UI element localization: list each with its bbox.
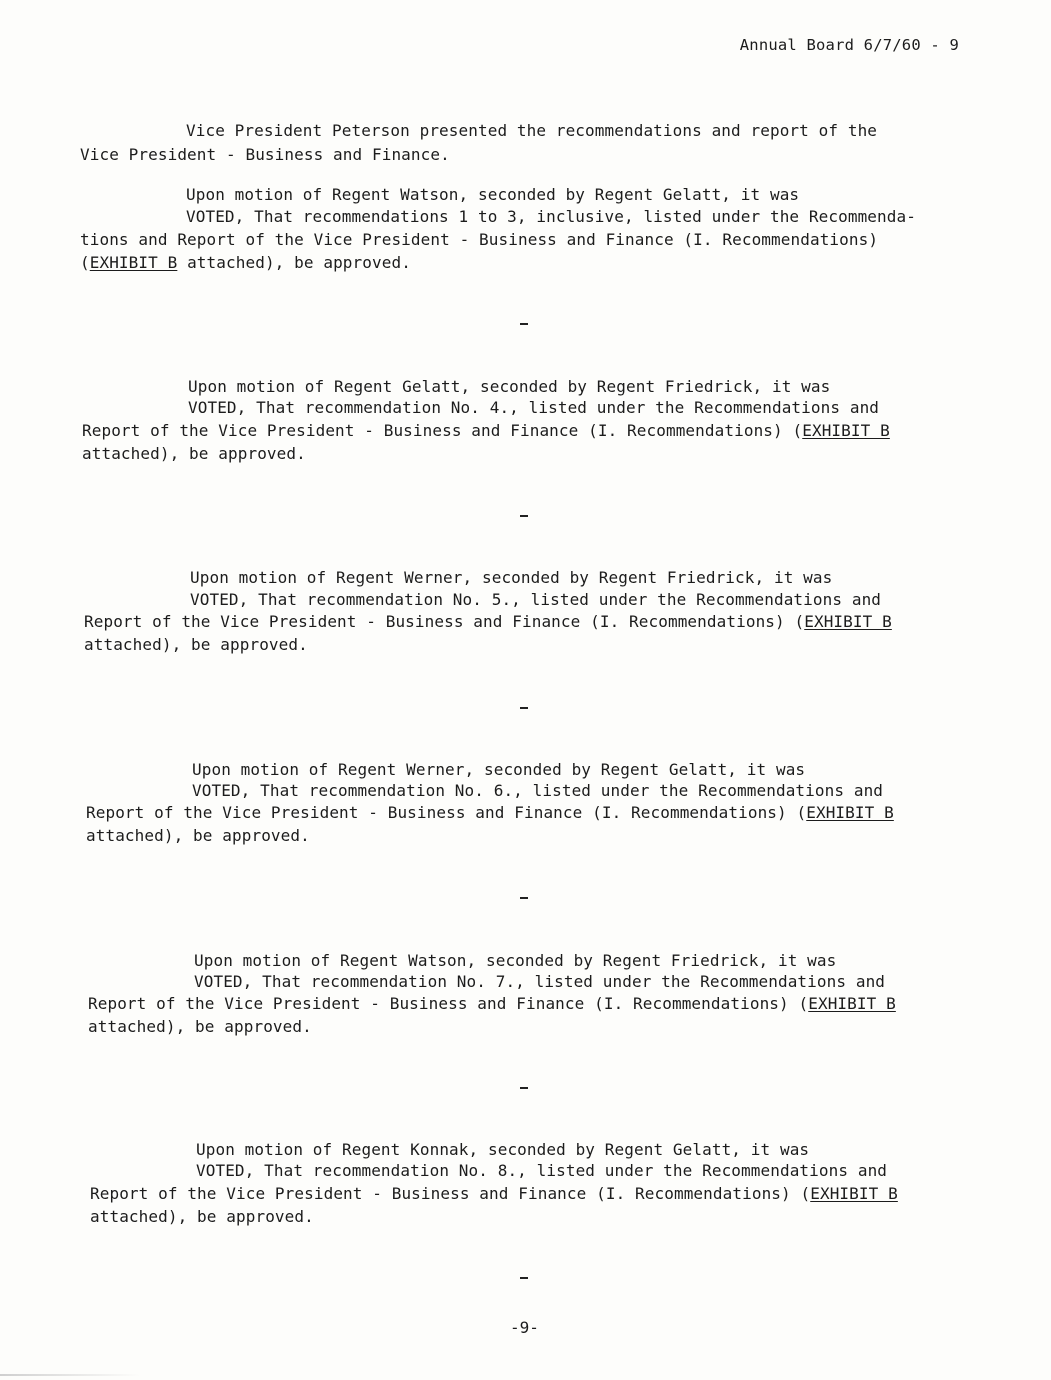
section-separator (520, 515, 528, 517)
text-line: tions and Report of the Vice President - Business and Finance (I. Recommendations) (80, 230, 879, 249)
text-line: Upon motion of Regent Gelatt, seconded by Regent Friedrick, it was (188, 377, 831, 396)
text-line (80, 253, 411, 272)
text-line: VOTED, That recommendation No. 7., listed under the Recommendations and (194, 972, 886, 991)
text-line-body: Report of the Vice President - Business and Finance (I. Recommendations) ( (90, 1184, 811, 1203)
text-line: VOTED, That recommendations 1 to 3, inclusive, listed under the Recommenda- (186, 207, 916, 226)
section-separator (520, 897, 528, 899)
text-line: Upon motion of Regent Konnak, seconded by Regent Gelatt, it was (196, 1140, 810, 1159)
text-line: VOTED, That recommendation No. 8., listed under the Recommendations and (196, 1161, 888, 1180)
text-line: attached), be approved. (90, 1207, 314, 1226)
text-line: VOTED, That recommendation No. 5., listed under the Recommendations and (190, 590, 882, 609)
text-line (82, 421, 890, 440)
running-header: Annual Board 6/7/60 - 9 (739, 36, 959, 54)
exhibit-reference: EXHIBIT B (89, 253, 178, 272)
section-separator (520, 1087, 528, 1089)
text-line: Upon motion of Regent Watson, seconded by Regent Gelatt, it was (186, 185, 800, 204)
text-line-body: Report of the Vice President - Business and Finance (I. Recommendations) ( (86, 803, 807, 822)
text-line: Upon motion of Regent Watson, seconded by Regent Friedrick, it was (194, 951, 837, 970)
text-line: VOTED, That recommendation No. 4., listed under the Recommendations and (188, 398, 880, 417)
text-line: Vice President Peterson presented the recommendations and report of the (186, 121, 878, 140)
exhibit-reference: EXHIBIT B (802, 421, 890, 440)
text-line: Upon motion of Regent Werner, seconded by Regent Gelatt, it was (192, 760, 806, 779)
text-line: Vice President - Business and Finance. (80, 145, 450, 164)
text-line: VOTED, That recommendation No. 6., listed under the Recommendations and (192, 781, 884, 800)
text-line (86, 803, 894, 822)
exhibit-reference: EXHIBIT B (808, 994, 896, 1013)
text-line-body: Report of the Vice President - Business and Finance (I. Recommendations) ( (82, 421, 803, 440)
text-line-body: Report of the Vice President - Business and Finance (I. Recommendations) ( (84, 612, 805, 631)
text-line-tail: attached), be approved. (177, 253, 411, 272)
text-line (84, 612, 892, 631)
text-line: attached), be approved. (82, 444, 306, 463)
scan-edge-mark (0, 1374, 140, 1376)
page-number: -9- (510, 1318, 539, 1337)
section-separator (520, 1277, 528, 1279)
exhibit-reference: EXHIBIT B (806, 803, 894, 822)
text-line (90, 1184, 898, 1203)
section-separator (520, 323, 528, 325)
paren-open: ( (80, 253, 90, 272)
exhibit-reference: EXHIBIT B (810, 1184, 898, 1203)
text-line (88, 994, 896, 1013)
exhibit-reference: EXHIBIT B (804, 612, 892, 631)
text-line: attached), be approved. (88, 1017, 312, 1036)
text-line: attached), be approved. (84, 635, 308, 654)
section-separator (520, 707, 528, 709)
text-line: Upon motion of Regent Werner, seconded by Regent Friedrick, it was (190, 568, 833, 587)
text-line: attached), be approved. (86, 826, 310, 845)
text-line-body: Report of the Vice President - Business and Finance (I. Recommendations) ( (88, 994, 809, 1013)
